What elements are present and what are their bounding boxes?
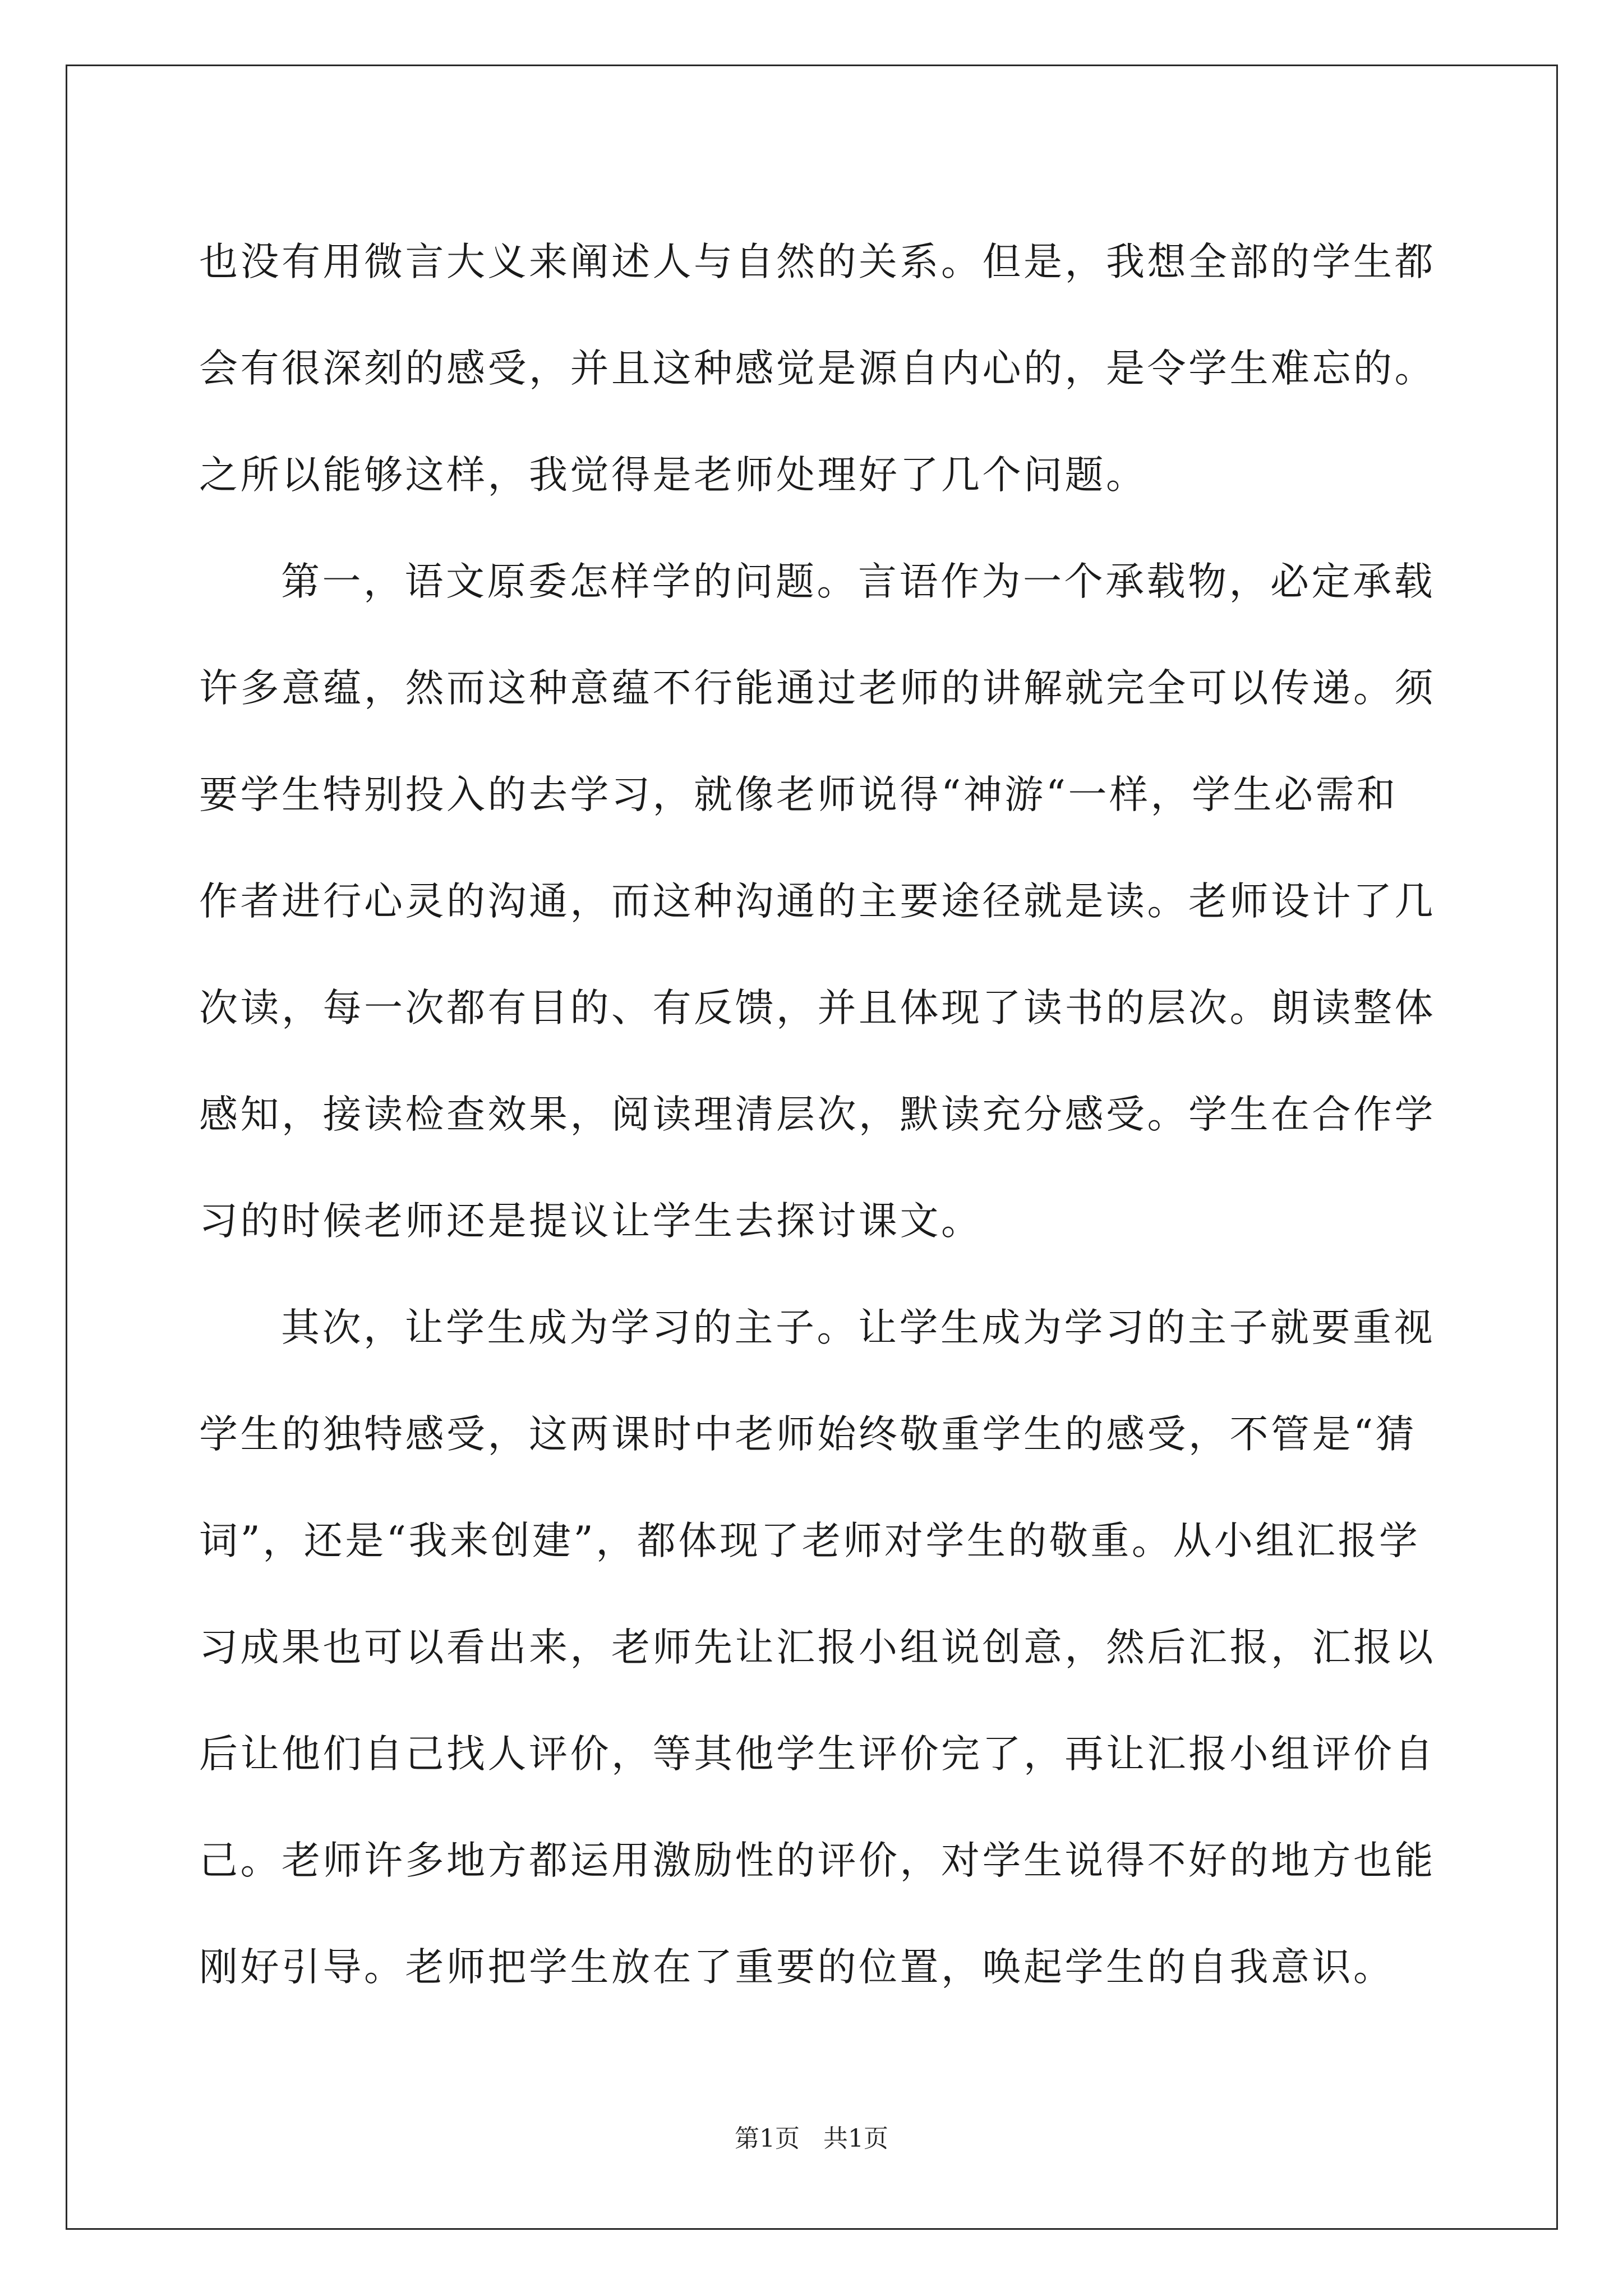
text-line: 之所以能够这样，我觉得是老师处理好了几个问题。 <box>199 453 1147 498</box>
paragraph-start-line: 其次，让学生成为学习的主子。让学生成为学习的主子就要重视 <box>281 1305 1435 1350</box>
paragraph-start-line: 第一，语文原委怎样学的问题。言语作为一个承载物，必定承载 <box>281 559 1435 604</box>
page-footer: 第1页 共1页 <box>735 2124 888 2153</box>
text-line: 后让他们自己找人评价，等其他学生评价完了，再让汇报小组评价自 <box>199 1732 1436 1777</box>
text-line: 习的时候老师还是提议让学生去探讨课文。 <box>199 1199 983 1244</box>
text-line: 习成果也可以看出来，老师先让汇报小组说创意，然后汇报，汇报以 <box>199 1625 1436 1670</box>
text-line: 会有很深刻的感受，并且这种感觉是源自内心的，是令学生难忘的。 <box>199 346 1436 391</box>
text-line: 学生的独特感受，这两课时中老师始终敬重学生的感受，不管是“猜 <box>199 1412 1417 1457</box>
text-line: 刚好引导。老师把学生放在了重要的位置，唤起学生的自我意识。 <box>199 1945 1395 1990</box>
text-line: 作者进行心灵的沟通，而这种沟通的主要途径就是读。老师设计了几 <box>199 879 1436 924</box>
text-line: 要学生特别投入的去学习，就像老师说得“神游“一样，学生必需和 <box>199 772 1398 817</box>
text-line: 也没有用微言大义来阐述人与自然的关系。但是，我想全部的学生都 <box>199 240 1436 284</box>
text-line: 许多意蕴，然而这种意蕴不行能通过老师的讲解就完全可以传递。须 <box>199 666 1436 711</box>
text-line: 次读，每一次都有目的、有反馈，并且体现了读书的层次。朗读整体 <box>199 986 1436 1030</box>
text-line: 词”，还是“我来创建”，都体现了老师对学生的敬重。从小组汇报学 <box>199 1519 1421 1563</box>
text-line: 己。老师许多地方都运用激励性的评价，对学生说得不好的地方也能 <box>199 1838 1436 1883</box>
text-line: 感知，接读检查效果，阅读理清层次，默读充分感受。学生在合作学 <box>199 1092 1436 1137</box>
document-body <box>199 209 1436 2021</box>
